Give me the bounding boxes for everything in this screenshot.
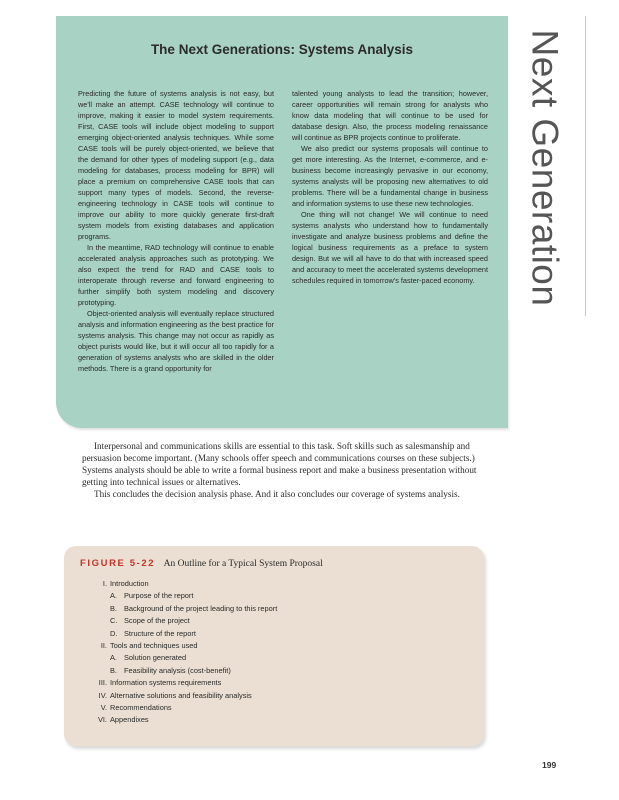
outline-item — [90, 628, 470, 640]
outline-item-number: II. — [100, 641, 107, 651]
side-tab-divider — [585, 16, 586, 316]
outline-item — [90, 665, 470, 677]
outline-item — [90, 578, 470, 590]
figure-label: FIGURE 5-22 — [80, 558, 156, 569]
outline-item — [90, 590, 470, 602]
sidebar-left-column — [78, 88, 274, 374]
outline-item — [90, 603, 470, 615]
outline-item-number: C. — [110, 616, 118, 626]
outline-item — [90, 714, 470, 726]
outline-item — [90, 615, 470, 627]
body-paragraph: Interpersonal and communications skills are essential to this task. Soft skills such as salesmanship and persuasion become important. (Many schools offer speech and communications courses on these subjects.) Systems analysts should be able to write a formal business report and make a business presentation without getting into technical issues or alternatives. — [82, 441, 477, 487]
sidebar-paragraph: One thing will not change! We will continue to need systems analysts who understand how to fundamentally investigate and analyze business problems and define the logical business requirements as a preface to system design. But we will all have to do that with increased speed and accuracy to meet the accelerated systems development schedules required in tomorrow's faster-paced economy. — [292, 210, 488, 285]
outline-item-text: Appendixes — [110, 715, 149, 725]
body-text — [82, 440, 482, 500]
outline-item-text: Introduction — [110, 579, 149, 588]
sidebar-paragraph: We also predict our systems proposals will continue to get more interesting. As the Internet, e-commerce, and e-business become increasingly pervasive in our economy, systems analysts will be proposing new alternatives to old problems. There will be a fundamental change in business and information systems to use these new technologies. — [292, 144, 488, 208]
outline-item-text: Recommendations — [110, 703, 172, 713]
outline-item — [90, 690, 470, 702]
outline-item-text: Tools and techniques used — [110, 641, 198, 651]
outline-item-text: Information systems requirements — [110, 678, 222, 688]
outline-item-number: A. — [110, 653, 117, 663]
figure-5-22 — [64, 546, 484, 746]
outline-item-number: D. — [110, 628, 118, 638]
body-paragraph: This concludes the decision analysis phase. And it also concludes our coverage of systems analysis. — [94, 489, 460, 499]
outline-item-text: Structure of the report — [124, 628, 196, 638]
outline-item-text: Alternative solutions and feasibility analysis — [110, 690, 252, 700]
outline-item-number: B. — [110, 665, 117, 675]
side-tab-label: Next Generation — [524, 29, 565, 307]
proposal-outline — [90, 578, 470, 727]
figure-caption — [80, 558, 323, 569]
outline-item-number: VI. — [97, 715, 107, 725]
outline-item-text: Purpose of the report — [124, 591, 194, 601]
outline-item-number: I. — [102, 579, 107, 588]
page-number: 199 — [542, 760, 557, 770]
outline-item — [90, 677, 470, 689]
outline-item-text: Background of the project leading to this report — [124, 603, 278, 613]
sidebar-title: The Next Generations: Systems Analysis — [150, 42, 414, 57]
outline-item-number: V. — [100, 703, 107, 713]
outline-item-number: A. — [110, 591, 117, 601]
outline-item — [90, 640, 470, 652]
outline-item-text: Feasibility analysis (cost-benefit) — [124, 665, 231, 675]
outline-item-number: III. — [98, 678, 107, 688]
outline-item — [90, 702, 470, 714]
sidebar-paragraph: talented young analysts to lead the transition; however, career opportunities will remain strong for analysts who know data modeling that will continue to be used for database design. Also, the process modeling renaissance will continue as BPR projects continue to proliferate. — [292, 89, 488, 142]
sidebar-paragraph: In the meantime, RAD technology will continue to enable accelerated analysis approaches such as prototyping. We also expect the trend for RAD and CASE tools to interoperate through reverse and forward engineering to further simplify both system modeling and discovery prototyping. — [78, 243, 274, 307]
outline-item-number: B. — [110, 603, 117, 613]
sidebar-right-column — [292, 88, 488, 286]
sidebar-paragraph: Predicting the future of systems analysis is not easy, but we'll make an attempt. CASE technology will continue to improve, making it easier to model system requirements. First, CASE tools will include object modeling to support emerging object-oriented analysis techniques. While some CASE tools will be purely object-oriented, we believe that the demand for other types of modeling support (e.g., data modeling for databases, process modeling for BPR) will place a premium on comprehensive CASE tools that can support many types of models. Second, the reverse-engineering technology in CASE tools will continue to improve our ability to more quickly generate first-draft system models from existing databases and application programs. — [78, 89, 274, 241]
outline-item-text: Solution generated — [124, 653, 187, 663]
outline-item-text: Scope of the project — [124, 616, 190, 626]
next-generation-sidebar — [56, 16, 508, 428]
side-tab — [508, 16, 580, 320]
figure-title: An Outline for a Typical System Proposal — [163, 559, 323, 569]
outline-item — [90, 652, 470, 664]
outline-item-number: IV. — [98, 690, 107, 700]
sidebar-paragraph: Object-oriented analysis will eventually replace structured analysis and information engineering as the best practice for systems analysis. This change may not occur as rapidly as object purists would like, but it will occur all too rapidly for a generation of systems analysts who are skilled in the older methods. There is a grand opportunity for — [78, 309, 274, 373]
